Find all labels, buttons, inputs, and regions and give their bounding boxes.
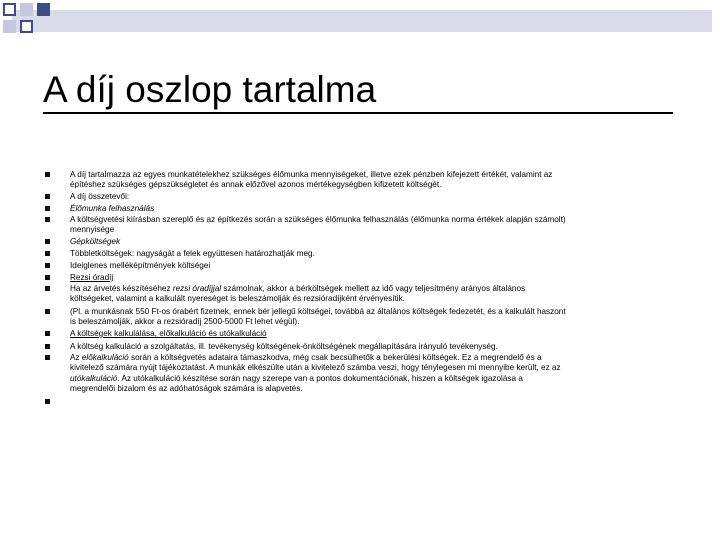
bullet-text-line: költségeket, valamint a kalkulált nyereséget is beleszámolják és rezsióradíjként érvényesítik.	[70, 294, 405, 304]
deco-square-white	[22, 22, 31, 31]
bullet-text-line: megrendelői bizalom és az adóhatóságok számára is alapvetés.	[70, 384, 303, 394]
bullet-text-line: kivitelező számára nyújt tájékoztatást. A munkák elkészülte után a kivitelező számba veszi, hogy ténylegesen mi mennyibe került, ez az	[70, 363, 561, 373]
bullet-text-line: Élőmunka felhasználás	[70, 204, 155, 213]
bullet-text-line: A költségvetési kiírásban szereplő és az építkezés során a szükséges élőmunka felhasználás (élőmunka norma értékek alapján számolt)	[70, 215, 566, 224]
deco-square-light	[3, 20, 16, 33]
text-span: Ha az árvetés készítéséhez	[70, 284, 173, 293]
text-span: rezsi óradíjjal	[172, 284, 222, 293]
slide-title: A díj oszlop tartalma	[43, 69, 377, 110]
bullet-marker	[45, 217, 50, 222]
bullet-text-line	[70, 374, 710, 384]
bullet-text-line: Ideiglenes melléképítmények költségei	[70, 261, 211, 270]
text-span: során a költségvetés adataira támaszkodva, még csak becsülhetők a bekerülési költségek. Ez a megrendelő és a	[128, 353, 542, 362]
bullet-marker	[45, 309, 50, 314]
bullet-text-line: is beleszámolják, akkor a rezsióradíj 2500-5000 Ft lehet végül).	[70, 317, 300, 327]
text-span: számolnak, akkor a bérköltségek mellett az idő vagy teljesítmény arányos általános	[221, 284, 526, 293]
corner-decoration	[0, 0, 720, 40]
bullet-text-line: A díj összetevői:	[70, 192, 130, 201]
bullet-text-line: A költség kalkuláció a szolgáltatás, ill. tevékenység költségének-önköltségének megállapítására irányuló tevékenység.	[70, 342, 498, 351]
bullet-marker	[45, 275, 50, 280]
bullet-marker	[45, 331, 50, 336]
bullet-marker	[45, 344, 50, 349]
bullet-text-line: A költségek kalkulálása, előkalkuláció és utókalkuláció	[70, 329, 267, 338]
bullet-text-line	[70, 353, 710, 363]
bullet-marker	[45, 251, 50, 256]
bullet-marker	[45, 263, 50, 268]
bullet-text-line: (Pl. a munkásnak 550 Ft-os órabért fizetnek, ennek bér jellegű költségei, továbbá az általános költségek fedezetét, és a kalkulált haszont	[70, 307, 566, 316]
title-underline	[43, 112, 673, 114]
text-span: előkalkuláció	[81, 353, 129, 362]
bullet-marker	[45, 286, 50, 291]
bullet-text-line: Többletköltségek: nagyságát a felek együttesen határozhatják meg.	[70, 249, 315, 258]
bullet-text-line	[70, 284, 710, 294]
deco-square-light	[20, 3, 33, 16]
deco-band	[12, 10, 712, 32]
deco-square-dark	[37, 3, 50, 16]
bullet-marker	[45, 355, 50, 360]
bullet-text-line: Gépköltségek	[70, 237, 121, 246]
bullet-text-line: A díj tartalmazza az egyes munkatételekhez szükséges élőmunka mennyiségeket, illetve ezek pénzben kifejezett értékét, valamint az	[70, 170, 553, 179]
deco-square-white	[5, 5, 14, 14]
bullet-marker	[45, 239, 50, 244]
bullet-marker	[45, 172, 50, 177]
bullet-marker	[45, 206, 50, 211]
bullet-marker	[45, 194, 50, 199]
bullet-marker	[45, 399, 50, 404]
bullet-text-line: mennyisége	[70, 225, 115, 235]
text-span: utókalkuláció	[70, 373, 118, 383]
bullet-text-line: Rezsi óradíj	[70, 273, 114, 282]
bullet-text-line: építéshez szükséges gépszükségletet és annak előzővel azonos mértékegységben kifizetett költségét.	[70, 180, 442, 190]
text-span: . Az utókalkuláció készítése során nagy szerepe van a pontos dokumentációnak, hiszen a költségek igazolása a	[117, 373, 523, 383]
text-span: Az	[70, 353, 82, 362]
